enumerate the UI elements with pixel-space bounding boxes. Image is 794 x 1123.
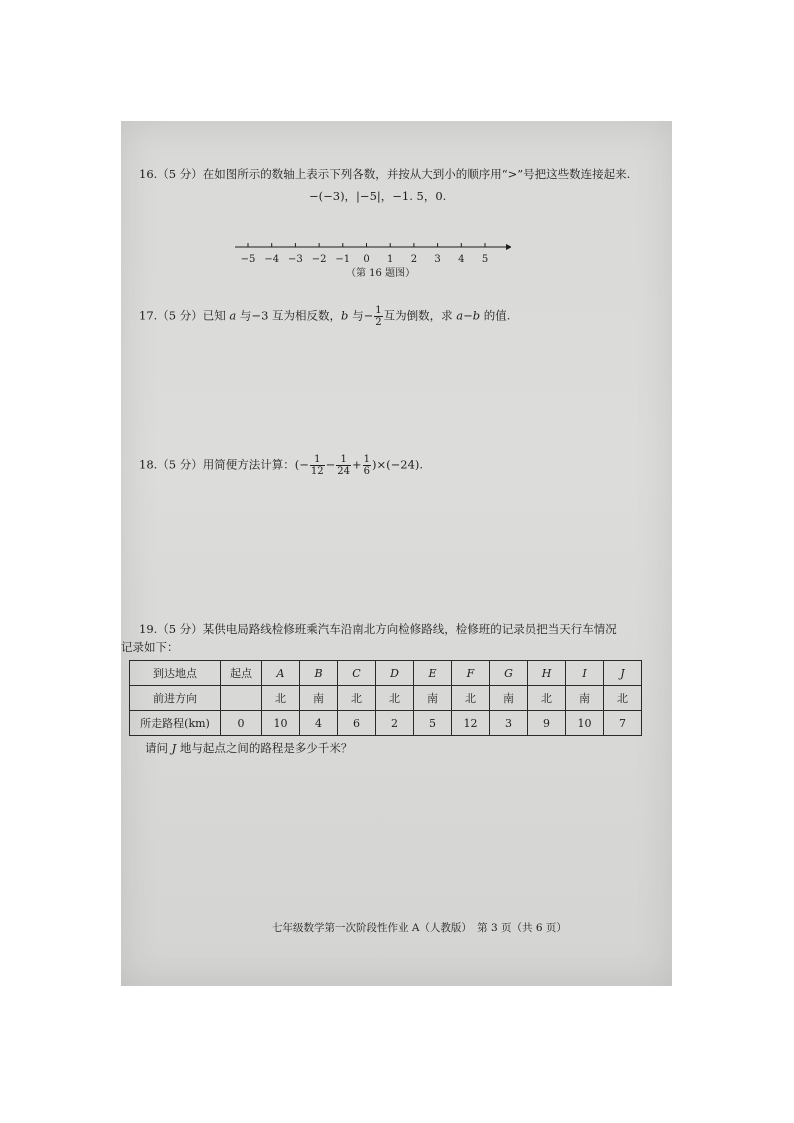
tick-label: −4 (264, 254, 280, 265)
table-cell: D (376, 661, 414, 686)
driving-record-table (129, 660, 642, 736)
table-cell: 起点 (221, 661, 262, 686)
table-cell: 北 (338, 686, 376, 711)
table-cell: 南 (566, 686, 604, 711)
table-cell (221, 686, 262, 711)
tick-label: −2 (311, 254, 327, 265)
number-line-arrow (506, 244, 511, 250)
table-cell: 5 (414, 711, 452, 736)
tick-label: 0 (363, 254, 370, 265)
table-cell: 6 (338, 711, 376, 736)
q16-numbers: −(−3)，|−5|，−1. 5，0. (309, 189, 447, 203)
q18-text: 18.（5 分）用简便方法计算：(− $\frac{1}{12}$ − $\frac{1}{24}$ + $\frac{1}{6}$ )×(−24). (139, 454, 424, 477)
tick-label: 2 (410, 254, 418, 265)
table-row-directions (130, 686, 642, 711)
q17-text: 17.（5 分）已知 a 与−3 互为相反数，b 与− $\frac{1}{2}$ 互为倒数，求 a−b 的值. (139, 305, 511, 328)
q19-line1: 19.（5 分）某供电局路线检修班乘汽车沿南北方向检修路线，检修班的记录员把当天行车情况 (139, 622, 617, 636)
table-cell: 10 (566, 711, 604, 736)
q17-fraction: $\frac{1}{2}$ (375, 305, 382, 328)
table-cell: 南 (490, 686, 528, 711)
table-cell: 9 (528, 711, 566, 736)
tick-label: −1 (335, 254, 351, 265)
table-cell: 2 (376, 711, 414, 736)
table-cell: J (604, 661, 642, 686)
q16-caption: （第 16 题图） (346, 268, 416, 279)
table-cell: 南 (414, 686, 452, 711)
q19-line2: 记录如下： (121, 640, 179, 654)
table-cell: 0 (221, 711, 262, 736)
tick-label: −3 (288, 254, 303, 265)
tick-label: 1 (387, 254, 394, 265)
row-header: 所走路程(km) (130, 711, 221, 736)
table-row-destinations (130, 661, 642, 686)
table-cell: I (566, 661, 604, 686)
table-cell: G (490, 661, 528, 686)
table-cell: 4 (300, 711, 338, 736)
table-cell: B (300, 661, 338, 686)
exam-page (121, 121, 672, 986)
table-cell: 北 (452, 686, 490, 711)
tick-label: −5 (240, 254, 256, 265)
table-cell: C (338, 661, 376, 686)
table-cell: 3 (490, 711, 528, 736)
q19-question: 请问 J 地与起点之间的路程是多少千米？ (145, 741, 353, 755)
page-footer: 七年级数学第一次阶段性作业 A（人教版） 第 3 页（共 6 页） (272, 922, 567, 934)
tick-label: 3 (434, 254, 441, 265)
table-cell: 南 (300, 686, 338, 711)
table-cell: 北 (262, 686, 300, 711)
row-header: 前进方向 (130, 686, 221, 711)
table-cell: 北 (528, 686, 566, 711)
table-cell: 10 (262, 711, 300, 736)
table-cell: 北 (604, 686, 642, 711)
tick-label: 4 (458, 254, 465, 265)
table-cell: H (528, 661, 566, 686)
row-header: 到达地点 (130, 661, 221, 686)
q16-text: 16.（5 分）在如图所示的数轴上表示下列各数，并按从大到小的顺序用“>”号把这些数连接起来. (139, 167, 631, 181)
table-cell: 北 (376, 686, 414, 711)
table-row-distances (130, 711, 642, 736)
table-cell: E (414, 661, 452, 686)
table-cell: A (262, 661, 300, 686)
tick-label: 5 (481, 254, 489, 265)
table-cell: 12 (452, 711, 490, 736)
table-cell: 7 (604, 711, 642, 736)
table-cell: F (452, 661, 490, 686)
